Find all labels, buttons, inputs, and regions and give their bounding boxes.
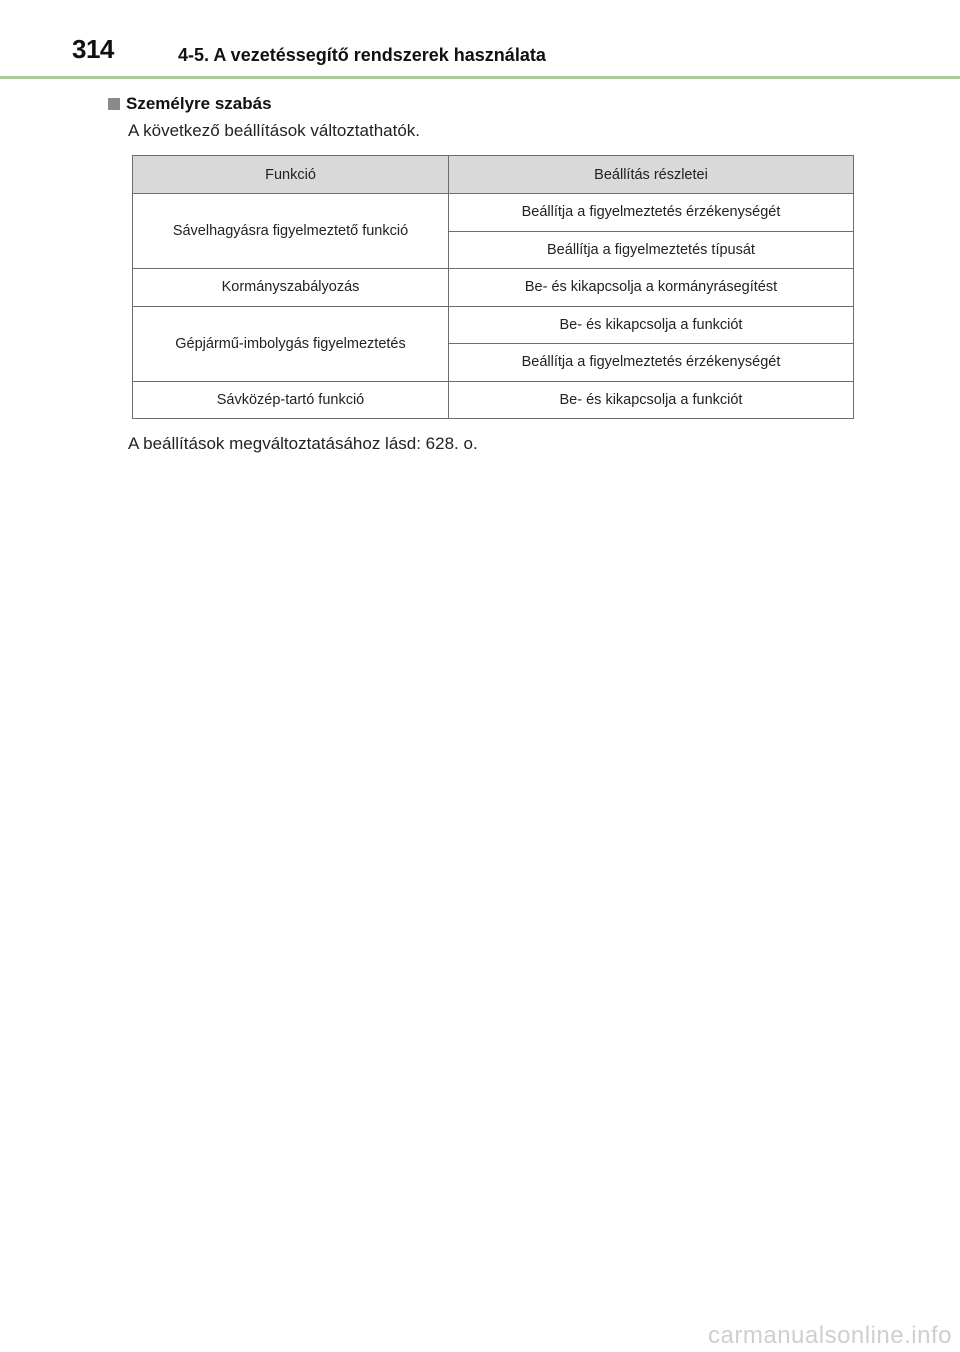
details-cell: Be- és kikapcsolja a kormányrásegítést bbox=[449, 269, 854, 307]
column-header-details: Beállítás részletei bbox=[449, 156, 854, 194]
function-cell: Kormányszabályozás bbox=[133, 269, 449, 307]
chapter-title: 4-5. A vezetéssegítő rendszerek használata bbox=[178, 45, 546, 65]
details-cell: Beállítja a figyelmeztetés típusát bbox=[449, 231, 854, 269]
watermark-text: carmanualsonline.info bbox=[708, 1322, 952, 1349]
details-cell: Be- és kikapcsolja a funkciót bbox=[449, 381, 854, 419]
section-heading bbox=[108, 94, 272, 114]
details-cell: Be- és kikapcsolja a funkciót bbox=[449, 306, 854, 344]
table-row bbox=[133, 194, 854, 232]
details-cell: Beállítja a figyelmeztetés érzékenységét bbox=[449, 194, 854, 232]
column-header-function: Funkció bbox=[133, 156, 449, 194]
table-row bbox=[133, 306, 854, 344]
page-reference-text: A beállítások megváltoztatásához lásd: 628. o. bbox=[128, 434, 478, 453]
intro-text: A következő beállítások változtathatók. bbox=[128, 121, 421, 140]
table-row bbox=[133, 381, 854, 419]
table-row bbox=[133, 269, 854, 307]
header-divider bbox=[0, 76, 960, 79]
settings-table bbox=[132, 155, 854, 419]
function-cell: Sávelhagyásra figyelmeztető funkció bbox=[133, 194, 449, 269]
function-cell: Sávközép-tartó funkció bbox=[133, 381, 449, 419]
square-bullet-icon bbox=[108, 98, 120, 110]
section-heading-text: Személyre szabás bbox=[126, 94, 272, 113]
watermark bbox=[0, 1322, 960, 1352]
table-header-row bbox=[133, 156, 854, 194]
details-cell: Beállítja a figyelmeztetés érzékenységét bbox=[449, 344, 854, 382]
page-header bbox=[0, 0, 960, 78]
function-cell: Gépjármű-imbolygás figyelmeztetés bbox=[133, 306, 449, 381]
page-number: 314 bbox=[72, 34, 114, 64]
